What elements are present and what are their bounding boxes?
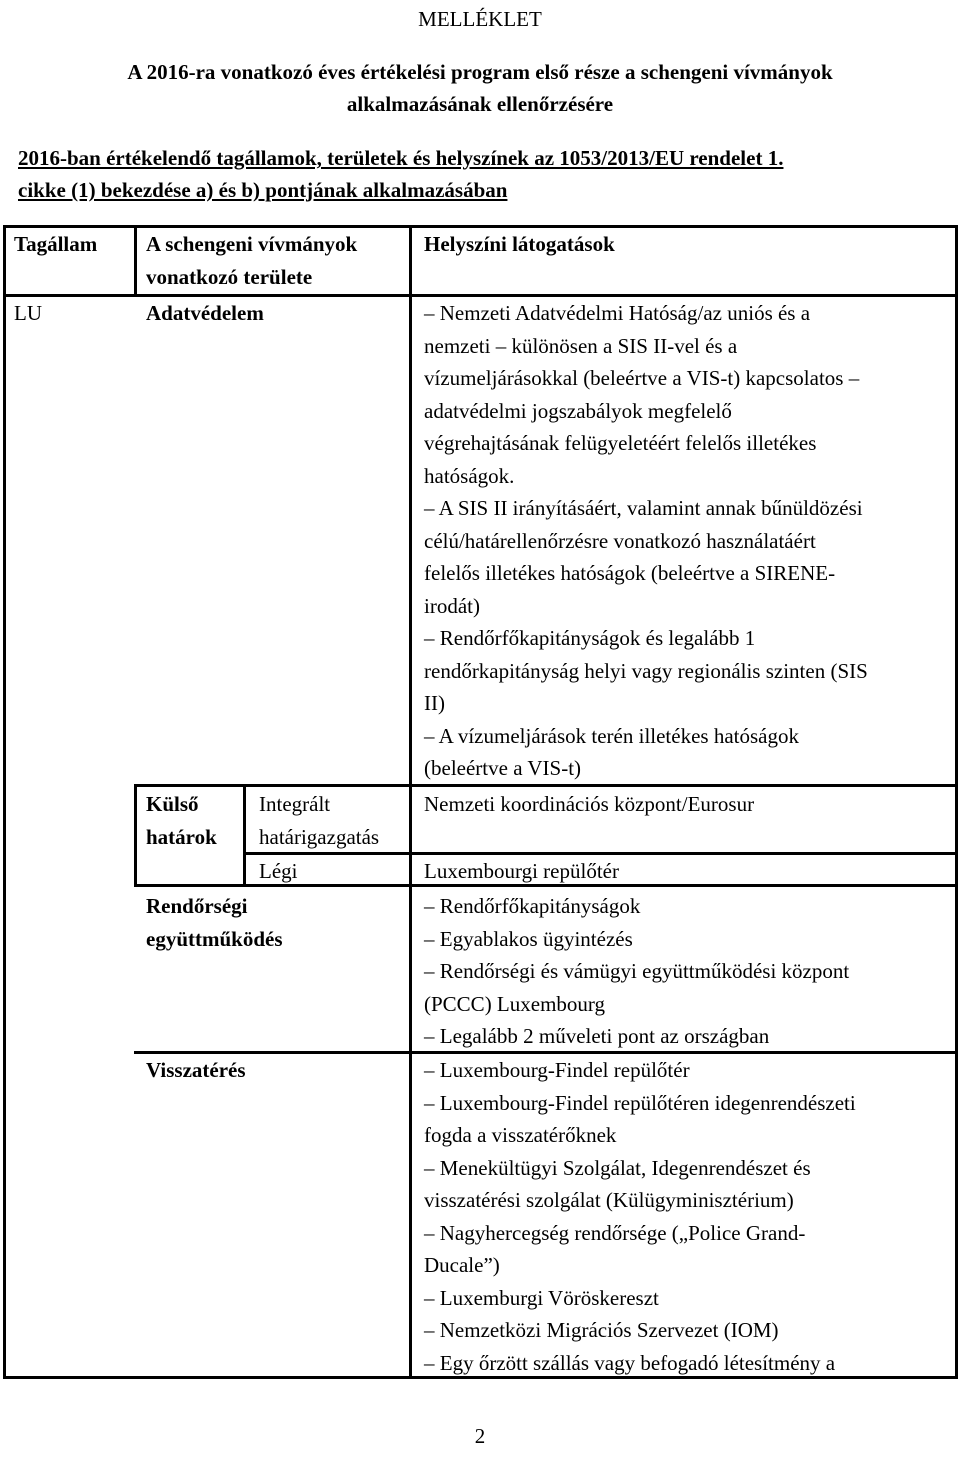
visit-line: nemzeti – különösen a SIS II-vel és a — [424, 333, 738, 358]
visit-line: – Egy őrzött szállás vagy befogadó létesítmény a — [424, 1350, 836, 1375]
area-external-borders — [146, 788, 217, 853]
area-police-line-2: együttműködés — [146, 926, 283, 951]
visit-line: (PCCC) Luxembourg — [424, 991, 606, 1016]
visit-integrated: Nemzeti koordinációs központ/Eurosur — [424, 792, 755, 816]
visit-line: adatvédelmi jogszabályok megfelelő — [424, 398, 732, 423]
visit-line: visszatérési szolgálat (Külügyminisztérium) — [424, 1188, 794, 1212]
area-external-borders-line-2: határok — [146, 824, 217, 849]
visit-line: – Legalább 2 műveleti pont az országban — [424, 1024, 770, 1048]
visit-line: felelős illetékes hatóságok (beleértve a SIRENE- — [424, 561, 836, 585]
sub-area-integrated-line-2: határigazgatás — [259, 824, 380, 849]
visit-line: – Rendőrségi és vámügyi együttműködési központ — [424, 959, 850, 983]
sub-area-air: Légi — [259, 859, 298, 883]
visit-line: – Menekültügyi Szolgálat, Idegenrendészet és — [424, 1155, 811, 1180]
visit-line: II) — [424, 691, 445, 715]
visit-line: – Luxembourg-Findel repülőtér — [424, 1058, 690, 1082]
document-title-line-1: A 2016-ra vonatkozó éves értékelési program első része a schengeni vívmányok — [127, 60, 833, 84]
sub-area-integrated — [259, 788, 379, 853]
visit-line: Ducale”) — [424, 1253, 500, 1277]
area-police-cooperation — [146, 890, 283, 955]
visit-line: – Egyablakos ügyintézés — [424, 926, 633, 951]
visit-line: – A SIS II irányításáért, valamint annak bűnüldözési — [424, 496, 863, 520]
header-area — [146, 228, 357, 293]
sub-area-integrated-line-1: Integrált — [259, 792, 331, 816]
visit-air: Luxembourgi repülőtér — [424, 859, 619, 883]
visit-line: – Nemzetközi Migrációs Szervezet (IOM) — [424, 1318, 779, 1342]
area-return: Visszatérés — [146, 1058, 246, 1082]
visit-line: – Nemzeti Adatvédelmi Hatóság/az uniós és a — [424, 301, 811, 325]
header-area-line-1: A schengeni vívmányok — [146, 232, 358, 256]
header-visits: Helyszíni látogatások — [424, 232, 615, 256]
area-police-line-1: Rendőrségi — [146, 894, 248, 918]
visit-line: végrehajtásának felügyeletéért felelős illetékes — [424, 431, 817, 455]
visit-line: vízumeljárásokkal (beleértve a VIS-t) kapcsolatos – — [424, 366, 860, 390]
header-member-state: Tagállam — [14, 232, 98, 256]
visit-line: hatóságok. — [424, 463, 515, 488]
visit-line: irodát) — [424, 593, 480, 618]
subtitle-line-2: cikke (1) bekezdése a) és b) pontjának alkalmazásában — [18, 178, 508, 202]
visit-line: célú/határellenőrzésre vonatkozó használatáért — [424, 528, 816, 553]
subtitle-line-1: 2016-ban értékelendő tagállamok, területek és helyszínek az 1053/2013/EU rendelet 1. — [18, 146, 784, 170]
area-data-protection: Adatvédelem — [146, 301, 264, 325]
visit-line: – Rendőrfőkapitányságok — [424, 894, 641, 918]
visit-line: – A vízumeljárások terén illetékes hatóságok — [424, 723, 799, 748]
visits-return — [424, 1054, 856, 1379]
document-title-line-2: alkalmazásának ellenőrzésére — [346, 92, 614, 116]
visit-line: – Luxemburgi Vöröskereszt — [424, 1285, 659, 1310]
page-number: 2 — [474, 1424, 486, 1448]
area-external-borders-line-1: Külső — [146, 792, 199, 816]
header-area-line-2: vonatkozó területe — [146, 264, 313, 289]
visit-line: – Rendőrfőkapitányságok és legalább 1 — [424, 626, 756, 650]
visits-police — [424, 890, 849, 1053]
visit-line: (beleértve a VIS-t) — [424, 756, 582, 780]
member-state-code: LU — [14, 301, 42, 325]
visit-line: – Nagyhercegség rendőrsége („Police Grand- — [424, 1220, 806, 1245]
visit-line: fogda a visszatérőknek — [424, 1123, 617, 1147]
annex-label: MELLÉKLET — [418, 7, 542, 31]
visits-data-protection — [424, 297, 868, 785]
visit-line: rendőrkapitányság helyi vagy regionális szinten (SIS — [424, 658, 868, 683]
visit-line: – Luxembourg-Findel repülőtéren idegenrendészeti — [424, 1090, 856, 1115]
